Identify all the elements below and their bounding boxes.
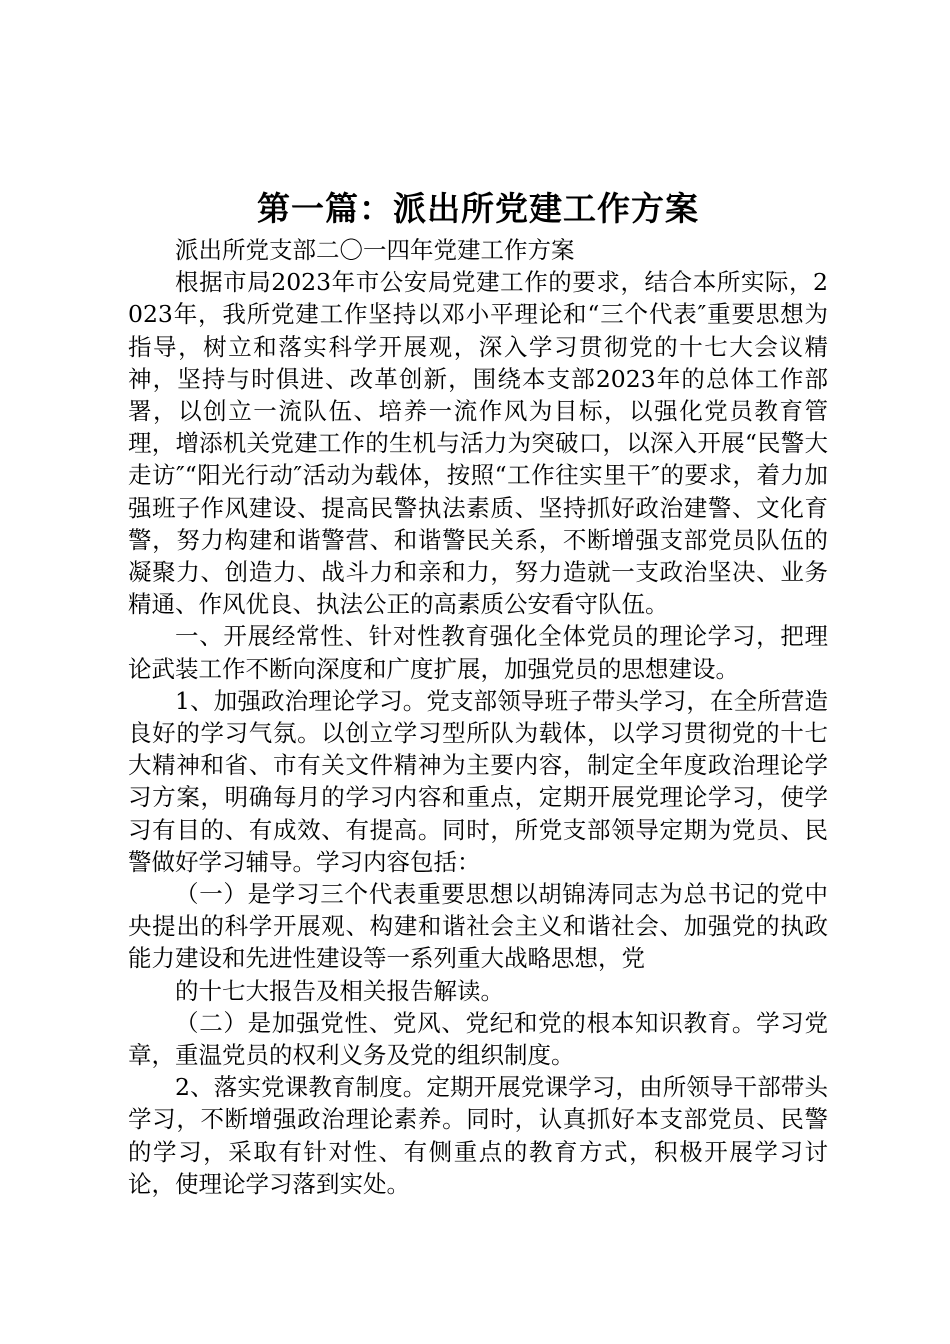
document-title: 第一篇：派出所党建工作方案 xyxy=(257,189,699,228)
paragraph-subtitle: 派出所党支部二〇一四年党建工作方案 xyxy=(175,236,575,264)
paragraph-subitem-one: （一）是学习三个代表重要思想以胡锦涛同志为总书记的党中央提出的科学开展观、构建和谐社会主义和谐社会、加强党的执政能力建设和先进性建设等一系列重大战略思想，党 xyxy=(128,880,828,973)
document-page xyxy=(128,186,828,1200)
paragraph-subitem-two: （二）是加强党性、党风、党纪和党的根本知识教育。学习党章，重温党员的权利义务及党的组织制度。 xyxy=(128,1008,828,1070)
paragraph-item-two: 2、落实党课教育制度。定期开展党课学习，由所领导干部带头学习，不断增强政治理论素养。同时，认真抓好本支部党员、民警的学习，采取有针对性、有侧重点的教育方式，积极开展学习讨论，使理论学习落到实处。 xyxy=(128,1073,828,1198)
paragraph-intro: 根据市局2023年市公安局党建工作的要求，结合本所实际，2023年，我所党建工作坚持以邓小平理论和“三个代表″重要思想为指导，树立和落实科学开展观，深入学习贯彻党的十七大会议精神，坚持与时俱进、改革创新，围绕本支部2023年的总体工作部署，以创立一流队伍、培养一流作风为目标，以强化党员教育管理，增添机关党建工作的生机与活力为突破口，以深入开展“民警大走访″“阳光行动″活动为载体，按照“工作往实里干″的要求，着力加强班子作风建设、提高民警执法素质、坚持抓好政治建警、文化育警，努力构建和谐警营、和谐警民关系，不断增强支部党员队伍的凝聚力、创造力、战斗力和亲和力，努力造就一支政治坚决、业务精通、作风优良、执法公正的高素质公安看守队伍。 xyxy=(128,268,828,619)
paragraph-section-one: 一、开展经常性、针对性教育强化全体党员的理论学习，把理论武装工作不断向深度和广度扩展，加强党员的思想建设。 xyxy=(128,622,828,683)
paragraph-item-one: 1、加强政治理论学习。党支部领导班子带头学习，在全所营造良好的学习气氛。以创立学习型所队为载体，以学习贯彻党的十七大精神和省、市有关文件精神为主要内容，制定全年度政治理论学习方案，明确每月的学习内容和重点，定期开展党理论学习，使学习有目的、有成效、有提高。同时，所党支部领导定期为党员、民警做好学习辅导。学习内容包括： xyxy=(128,686,828,876)
paragraph-subitem-one-continued: 的十七大报告及相关报告解读。 xyxy=(175,976,504,1005)
